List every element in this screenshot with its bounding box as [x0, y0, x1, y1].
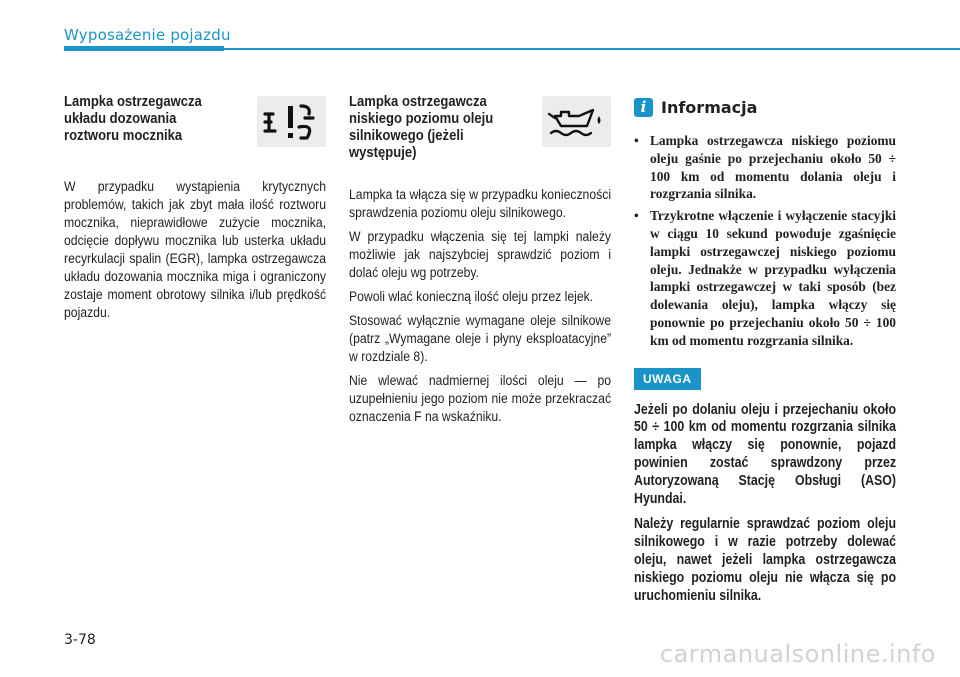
column-urea-warning [64, 94, 326, 328]
section-heading-urea [64, 94, 326, 178]
warning-badge: UWAGA [634, 368, 701, 390]
page-number: 3-78 [64, 632, 96, 648]
column-information [634, 94, 896, 613]
urea-warning-icon [257, 96, 326, 147]
paragraph: Lampka ta włącza się w przypadku konieczności sprawdzenia poziomu oleju silnikowego. [349, 187, 612, 221]
header-rule-accent [64, 46, 224, 51]
warning-paragraph: Należy regularnie sprawdzać poziom oleju silnikowego i w razie potrzeby dolewać oleju, nawet jeżeli lampka ostrzegawcza niskiego poziomu oleju nie włącza się po uruchomieniu silnika. [634, 516, 897, 604]
section-heading-low-oil [349, 94, 611, 186]
section-title-urea: Lampka ostrzegawcza układu dozowania roztworu mocznika [64, 94, 202, 144]
list-item: • Lampka ostrzegawcza niskiego poziomu oleju gaśnie po przejechaniu około 50 ÷ 100 km od momentu dolania oleju i rozgrzania silnika. [634, 132, 896, 203]
paragraph: Stosować wyłącznie wymagane oleje silnikowe (patrz „Wymagane oleje i płyny eksploatacyjne” w rozdziale 8). [349, 313, 612, 365]
watermark: carmanualsonline.info [659, 640, 936, 668]
paragraph: Nie wlewać nadmiernej ilości oleju — po uzupełnieniu jego poziom nie może przekraczać oznaczenia F na wskaźniku. [349, 373, 612, 425]
info-list [634, 132, 896, 350]
info-heading [634, 96, 896, 118]
warning-paragraph: Jeżeli po dolaniu oleju i przejechaniu około 50 ÷ 100 km od momentu rozgrzania silnika lampka włączy się ponownie, pojazd powinien zostać sprawdzony przez Autoryzowaną Stację Obsługi (ASO) Hyundai. [634, 401, 897, 507]
info-icon: i [634, 98, 653, 117]
paragraph: W przypadku włączenia się tej lampki należy możliwie jak najszybciej sprawdzić poziom i dolać oleju wg potrzeby. [349, 229, 612, 281]
info-title: Informacja [661, 97, 758, 117]
column-low-oil [349, 94, 611, 432]
section-title-low-oil: Lampka ostrzegawcza niskiego poziomu oleju silnikowego (jeżeli występuje) [349, 94, 494, 161]
warning-body [634, 402, 896, 606]
paragraph: W przypadku wystąpienia krytycznych problemów, takich jak zbyt mała ilość roztworu mocznika, nieprawidłowe zużycie mocznika, odcięcie dopływu mocznika lub usterka układu recyrkulacji spalin (EGR), lampka ostrzegawcza układu dozowania mocznika miga i ograniczony zostaje moment obrotowy silnika i/lub prędkość pojazdu. [64, 179, 327, 321]
section-header-title: Wyposażenie pojazdu [64, 26, 231, 44]
section-body-low-oil [349, 186, 611, 426]
low-oil-level-icon [542, 96, 611, 147]
list-item: • Trzykrotne włączenie i wyłączenie stacyjki w ciągu 10 sekund powoduje zgaśnięcie lampki ostrzegawczej niskiego poziomu oleju. Jednakże w przypadku wyłączenia lampki ostrzegawczej w taki sposób (bez dolewania oleju), lampka włączy się ponownie po przejechaniu około 50 ÷ 100 km od momentu rozgrzania silnika. [634, 207, 896, 349]
paragraph: Powoli wlać konieczną ilość oleju przez lejek. [349, 289, 594, 305]
section-body-urea [64, 178, 326, 322]
